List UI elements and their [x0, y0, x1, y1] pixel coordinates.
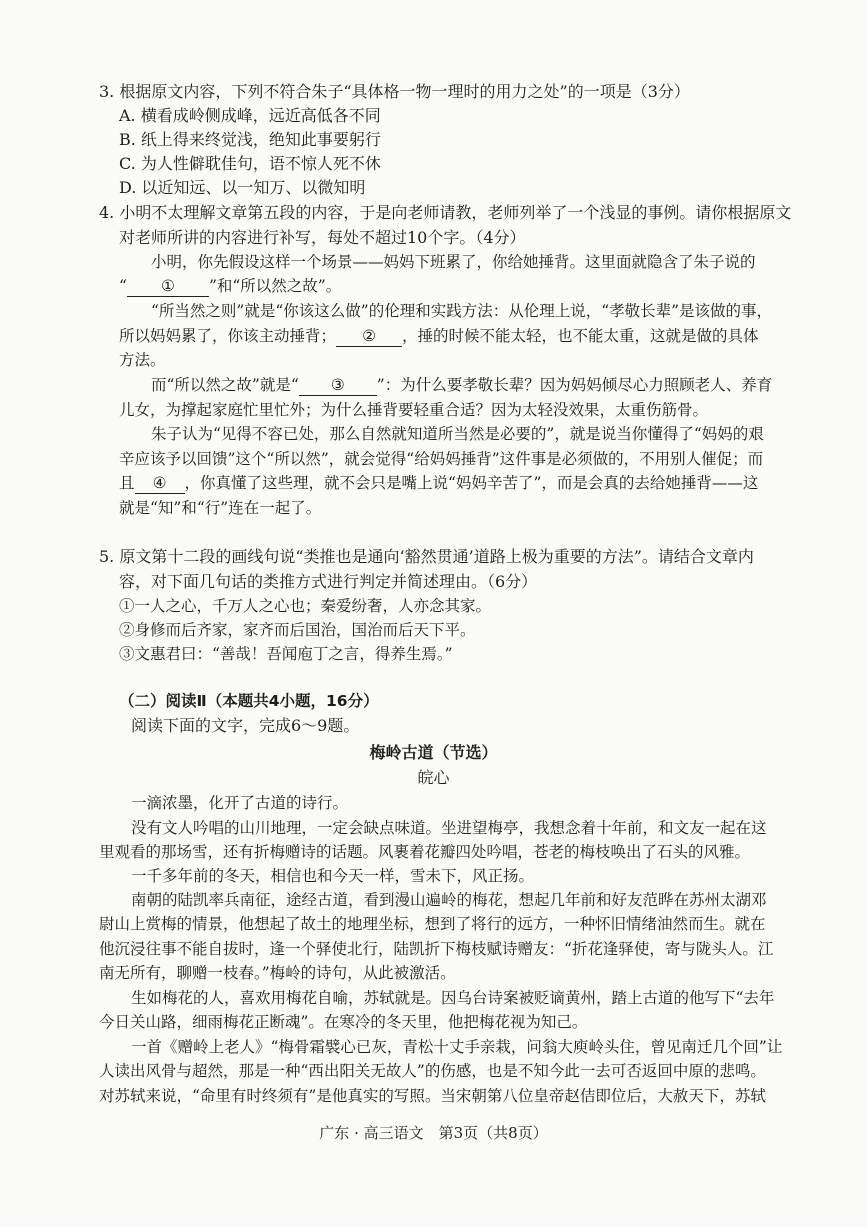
q4-blank-1: ① — [127, 276, 209, 297]
q3-option-c: C. 为人性僻耽佳句，语不惊人死不休 — [119, 154, 381, 173]
article-p1: 一滴浓墨，化开了古道的诗行。 — [131, 794, 349, 812]
q3-option-b: B. 纸上得来终觉浅，绝知此事要躬行 — [119, 130, 381, 149]
article-p4-line1: 南朝的陆凯率兵南征，途经古道，看到漫山遍岭的梅花，想起几年前和好友范晔在苏州太湖邓 — [131, 891, 767, 909]
article-p4-line2: 尉山上赏梅的情景，他想起了故土的地理坐标，想到了将行的远方，一种怀旧情绪油然而生。就在 — [99, 915, 766, 933]
section-instruction: 阅读下面的文字，完成6～9题。 — [131, 716, 360, 735]
q4-p2-line1: “所当然之则”就是“你该这么做”的伦理和实践方法：从伦理上说，“孝敬长辈”是该做的事， — [151, 302, 773, 320]
q4-stem-line1: 4. 小明不太理解文章第五段的内容，于是向老师请教，老师列举了一个浅显的事例。请你根据原文 — [99, 203, 792, 222]
q4-p4-line1: 朱子认为“见得不容已处，那么自然就知道所当然是必要的”，就是说当你懂得了“妈妈的艰 — [151, 425, 764, 443]
article-p3: 一千多年前的冬天，相信也和今天一样，雪未下，风正扬。 — [131, 867, 535, 885]
q5-stem-line1: 5. 原文第十二段的画线句说“类推也是通向‘豁然贯通’道路上极为重要的方法”。请结合文章内 — [99, 547, 754, 566]
q4-blank-3: ③ — [299, 375, 377, 396]
section-heading: （二）阅读Ⅱ（本题共4小题，16分） — [119, 692, 379, 710]
q4-blank-2: ② — [336, 326, 402, 347]
q5-stem-line2: 容，对下面几句话的类推方式进行判定并简述理由。（6分） — [119, 572, 538, 591]
article-author: 皖心 — [417, 768, 450, 787]
q4-p4-line3: 且 ④ ，你真懂了这些理，就不会只是嘴上说“妈妈辛苦了”，而是会真的去给她捶背——这 — [119, 474, 759, 492]
q4-p2-line3: 方法。 — [119, 351, 166, 369]
article-p6-line1: 一首《赠岭上老人》“梅骨霜襞心已灰，青松十丈手亲栽，问翁大庾岭头住，曾见南迁几个回”让 — [131, 1038, 783, 1056]
q4-stem-line2: 对老师所讲的内容进行补写，每处不超过10个字。（4分） — [119, 228, 526, 247]
article-p5-line2: 今日关山路，细雨梅花正断魂”。在寒冷的冬天里，他把梅花视为知己。 — [99, 1013, 588, 1031]
article-p6-line2: 人读出风骨与超然，那是一种“西出阳关无故人”的伤感，也是不知今此一去可否返回中原的悲鸣。 — [99, 1062, 766, 1080]
q3-option-a: A. 横看成岭侧成峰，远近高低各不同 — [119, 106, 381, 125]
q5-item-3: ③文惠君曰：“善哉！吾闻庖丁之言，得养生焉。” — [119, 645, 453, 663]
q4-p1-line1: 小明，你先假设这样一个场景——妈妈下班累了，你给她捶背。这里面就隐含了朱子说的 — [151, 253, 756, 271]
article-p4-line4: 南无所有，聊赠一枝春。”梅岭的诗句，从此被激活。 — [99, 964, 456, 982]
q4-p1-line2: “ ① ”和“所以然之故”。 — [119, 277, 342, 295]
q3-option-d: D. 以近知远、以一知万、以微知明 — [119, 178, 366, 197]
article-p4-line3: 他沉浸往事不能自拔时，逢一个驿使北行，陆凯折下梅枝赋诗赠友：“折花逢驿使，寄与陇头人。江 — [99, 940, 774, 958]
q4-blank-4: ④ — [135, 473, 185, 494]
q4-p4-line2: 辛应该予以回馈”这个“所以然”，就会觉得“给妈妈捶背”这件事是必须做的，不用别人催促；而 — [119, 450, 764, 468]
q4-p4-line4: 就是“知”和“行”连在一起了。 — [119, 499, 322, 517]
page-footer: 广东 · 高三语文 第3页（共8页） — [319, 1124, 548, 1142]
article-p2-line2: 里观看的那场雪，还有折梅赠诗的话题。风裹着花瓣四处吟唱，苍老的梅枝唤出了石头的风雅。 — [99, 843, 751, 861]
article-title: 梅岭古道（节选） — [369, 743, 498, 762]
q4-p3-line2: 儿女，为撑起家庭忙里忙外；为什么捶背要轻重合适？因为太轻没效果，太重伤筋骨。 — [119, 401, 709, 419]
q4-p2-line2: 所以妈妈累了，你该主动捶背； ② ，捶的时候不能太轻，也不能太重，这就是做的具体 — [119, 327, 759, 345]
q5-item-2: ②身修而后齐家，家齐而后国治，国治而后天下平。 — [119, 621, 476, 639]
article-p6-line3: 对苏轼来说，“命里有时终须有”是他真实的写照。当宋朝第八位皇帝赵佶即位后，大赦天下，苏轼 — [99, 1087, 766, 1105]
q4-p3-line1: 而“所以然之故”就是“ ③ ”：为什么要孝敬长辈？因为妈妈倾尽心力照顾老人、养育 — [151, 376, 773, 394]
q3-stem: 3. 根据原文内容，下列不符合朱子“具体格一物一理时的用力之处”的一项是（3分） — [99, 82, 690, 101]
article-p2-line1: 没有文人吟唱的山川地理，一定会缺点味道。坐进望梅亭，我想念着十年前，和文友一起在这 — [131, 819, 767, 837]
article-p5-line1: 生如梅花的人，喜欢用梅花自喻，苏轼就是。因乌台诗案被贬谪黄州，踏上古道的他写下“去年 — [131, 989, 775, 1007]
q5-item-1: ①一人之心，千万人之心也；秦爱纷奢，人亦念其家。 — [119, 597, 492, 615]
